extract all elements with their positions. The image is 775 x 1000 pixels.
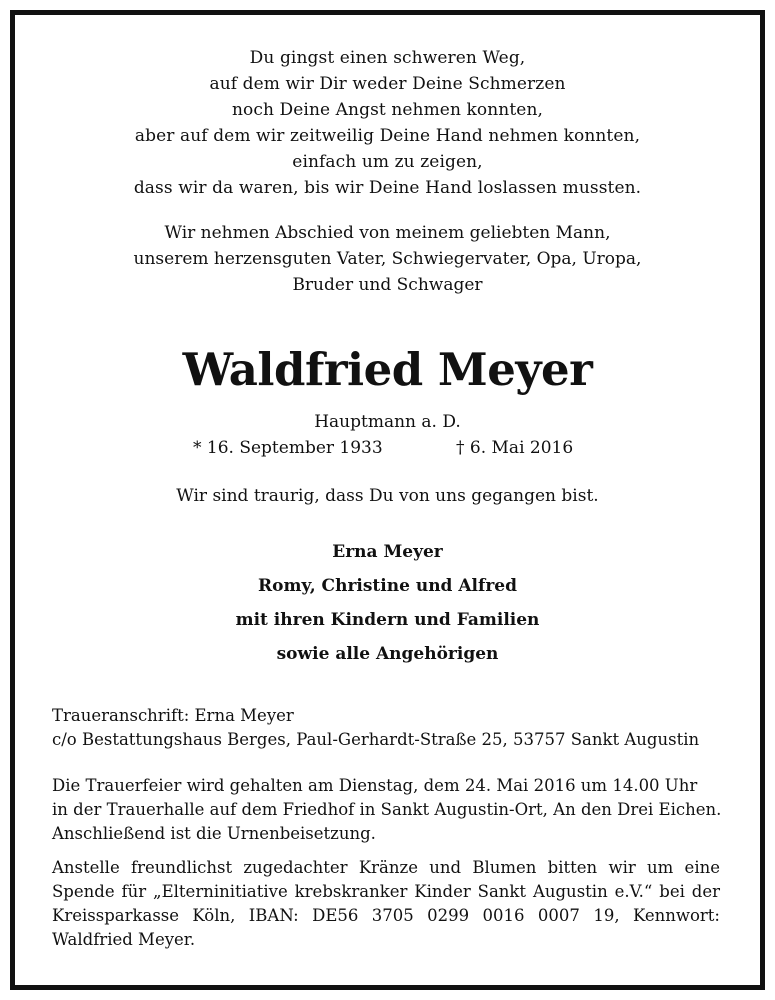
donation-line: Spende für „Elterninitiative krebskranker Kinder Sankt Augustin e.V.“ bei der — [52, 882, 720, 901]
poem-line: Du gingst einen schweren Weg, — [249, 48, 526, 68]
poem-line: aber auf dem wir zeitweilig Deine Hand nehmen konnten, — [134, 126, 641, 146]
poem-line: einfach um zu zeigen, — [292, 152, 483, 172]
mourner-entry: mit ihren Kindern und Familien — [235, 610, 540, 630]
mourner-entry: Erna Meyer — [332, 542, 443, 562]
mourners-list — [0, 535, 775, 671]
deceased-rank: Hauptmann a. D. — [314, 412, 461, 432]
donation-line: Waldfried Meyer. — [52, 930, 196, 949]
farewell-text — [0, 220, 775, 298]
ceremony-notice — [52, 774, 724, 846]
ceremony-line: Anschließend ist die Urnenbeisetzung. — [52, 824, 376, 843]
poem — [0, 45, 775, 201]
mourning-address — [52, 704, 732, 752]
birth-date: * 16. September 1933 — [193, 438, 383, 458]
ceremony-line: Die Trauerfeier wird gehalten am Dienstag, dem 24. Mai 2016 um 14.00 Uhr — [52, 776, 698, 795]
address-line: Traueranschrift: Erna Meyer — [52, 706, 294, 725]
poem-line: dass wir da waren, bis wir Deine Hand loslassen mussten. — [133, 178, 642, 198]
donation-line: Anstelle freundlichst zugedachter Kränze und Blumen bitten wir um eine — [52, 858, 720, 877]
farewell-line: unserem herzensguten Vater, Schwiegervater, Opa, Uropa, — [133, 249, 642, 269]
farewell-line: Bruder und Schwager — [292, 275, 483, 295]
farewell-line: Wir nehmen Abschied von meinem geliebten Mann, — [164, 223, 611, 243]
sorrow-statement: Wir sind traurig, dass Du von uns gegangen bist. — [176, 486, 599, 506]
mourner-entry: sowie alle Angehörigen — [276, 644, 499, 664]
poem-line: noch Deine Angst nehmen konnten, — [231, 100, 544, 120]
death-date: † 6. Mai 2016 — [456, 438, 574, 458]
donation-notice — [52, 856, 720, 952]
ceremony-line: in der Trauerhalle auf dem Friedhof in Sankt Augustin-Ort, An den Drei Eichen. — [52, 800, 722, 819]
mourner-entry: Romy, Christine und Alfred — [258, 576, 517, 596]
donation-line: Kreissparkasse Köln, IBAN: DE56 3705 0299 0016 0007 19, Kennwort: — [52, 906, 720, 925]
poem-line: auf dem wir Dir weder Deine Schmerzen — [209, 74, 566, 94]
address-line: c/o Bestattungshaus Berges, Paul-Gerhardt-Straße 25, 53757 Sankt Augustin — [52, 730, 700, 749]
deceased-name: Waldfried Meyer — [182, 343, 593, 396]
